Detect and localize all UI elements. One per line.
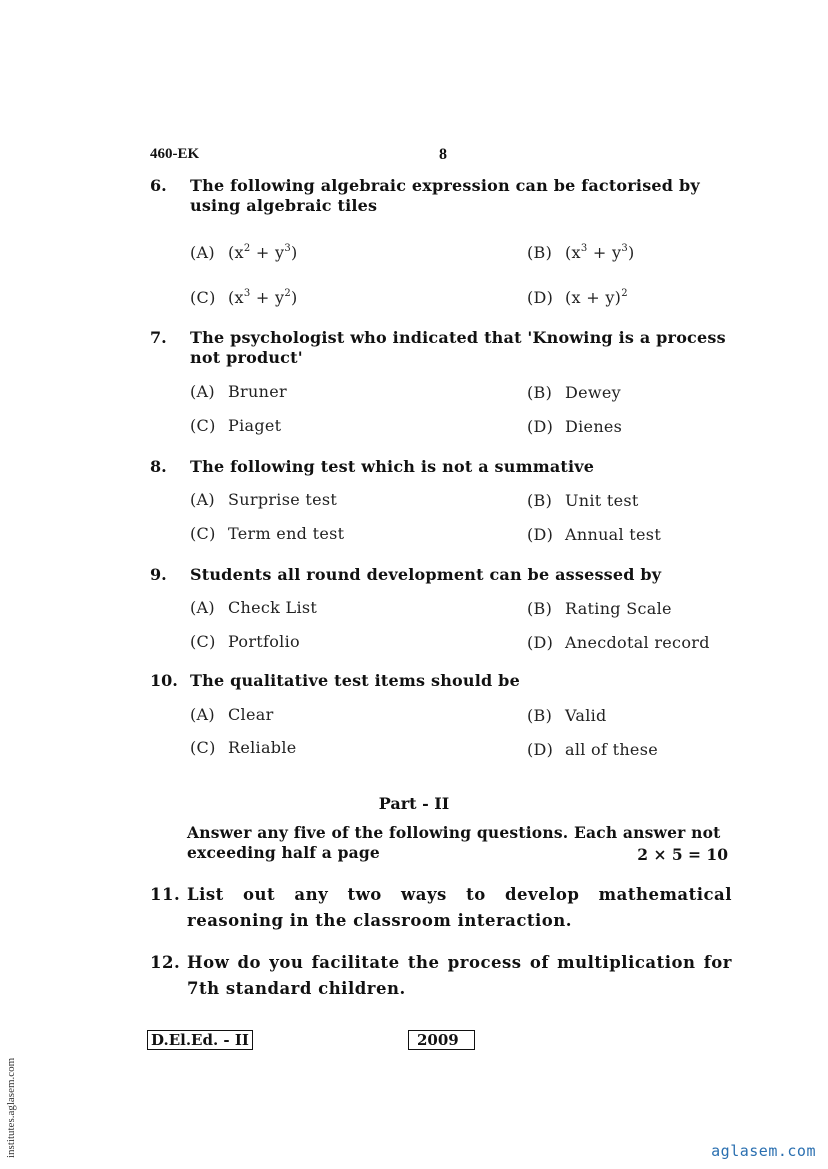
question-10-option-b: (B) Valid	[527, 706, 607, 725]
question-6-option-c: (C) $(x^3 + y^2)$	[190, 288, 298, 307]
side-watermark: institutes.aglasem.com	[5, 1057, 17, 1158]
question-9-number: 9.	[150, 565, 167, 584]
year-box: 2009	[408, 1030, 475, 1050]
question-8-option-c: (C) Term end test	[190, 524, 345, 543]
question-6-text: The following algebraic expression can be factorised by using algebraic tiles	[190, 176, 700, 215]
question-11-number: 11.	[150, 885, 181, 904]
question-6-number: 6.	[150, 176, 167, 195]
question-12-number: 12.	[150, 953, 181, 972]
question-7-option-a: (A) Bruner	[190, 382, 287, 401]
question-6-option-d: (D) $(x + y)^2$	[527, 288, 628, 307]
question-8-option-a: (A) Surprise test	[190, 490, 338, 509]
option-math: $(x + y)^2$	[565, 288, 628, 307]
question-7-option-c: (C) Piaget	[190, 416, 282, 435]
question-7-option-d: (D) Dienes	[527, 417, 623, 436]
question-6-option-b: (B) $(x^3 + y^3)$	[527, 243, 635, 262]
question-10-option-d: (D) all of these	[527, 740, 658, 759]
question-10-text: The qualitative test items should be	[190, 671, 520, 690]
question-9-option-b: (B) Rating Scale	[527, 599, 672, 618]
option-math: $(x^3 + y^3)$	[565, 243, 635, 262]
part-title: Part - II	[378, 794, 450, 813]
marks-scheme: 2 × 5 = 10	[637, 845, 728, 864]
question-11-text: List out any two ways to develop mathematical reasoning in the classroom interaction.	[187, 885, 732, 930]
question-9-option-a: (A) Check List	[190, 598, 318, 617]
part-instruction: Answer any five of the following questions. Each answer not exceeding half a page	[187, 823, 721, 862]
option-math: $(x^2 + y^3)$	[228, 243, 298, 262]
question-10-option-c: (C) Reliable	[190, 738, 297, 757]
question-12-text: How do you facilitate the process of multiplication for 7th standard children.	[187, 953, 732, 998]
option-math: $(x^3 + y^2)$	[228, 288, 298, 307]
question-9-option-c: (C) Portfolio	[190, 632, 300, 651]
question-10-number: 10.	[150, 671, 178, 690]
question-9-text: Students all round development can be assessed by	[190, 565, 662, 584]
question-8-number: 8.	[150, 457, 167, 476]
question-9-option-d: (D) Anecdotal record	[527, 633, 710, 652]
question-8-option-d: (D) Annual test	[527, 525, 662, 544]
question-8-text: The following test which is not a summative	[190, 457, 595, 476]
question-6-option-a: (A) $(x^2 + y^3)$	[190, 243, 298, 262]
question-10-option-a: (A) Clear	[190, 705, 274, 724]
page-number: 8	[439, 146, 447, 163]
question-8-option-b: (B) Unit test	[527, 491, 639, 510]
question-7-option-b: (B) Dewey	[527, 383, 621, 402]
brand-watermark: aglasem.com	[711, 1142, 816, 1160]
question-7-text: The psychologist who indicated that 'Knowing is a process not product'	[190, 328, 726, 367]
course-box: D.El.Ed. - II	[147, 1030, 253, 1050]
question-7-number: 7.	[150, 328, 167, 347]
paper-code: 460-EK	[150, 146, 200, 162]
